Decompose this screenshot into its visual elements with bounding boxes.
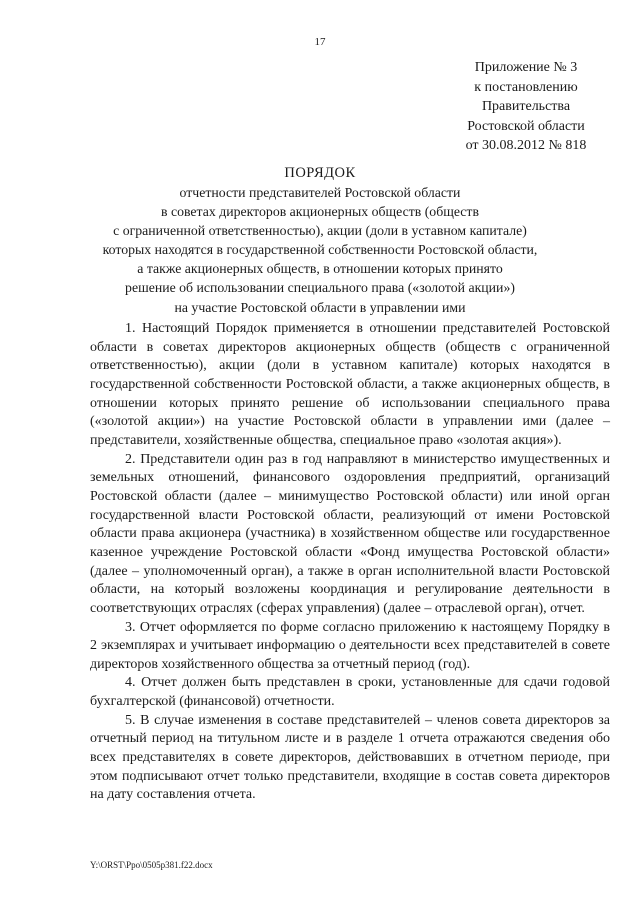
- document-title-block: [90, 163, 550, 317]
- document-body: [90, 320, 610, 805]
- appendix-line: от 30.08.2012 № 818: [465, 138, 587, 154]
- appendix-block: [440, 58, 612, 156]
- document-subtitle-line: которых находятся в государственной собственности Ростовской области,: [102, 242, 538, 258]
- document-subtitle-line: с ограниченной ответственностью), акции (доли в уставном капитале): [113, 223, 527, 239]
- document-title: ПОРЯДОК: [284, 165, 356, 181]
- paragraph-4: 4. Отчет должен быть представлен в сроки, установленные для сдачи годовой бухгалтерской (финансовой) отчетности.: [90, 675, 610, 710]
- appendix-line: Правительства: [481, 99, 571, 115]
- document-subtitle-line: в советах директоров акционерных обществ (обществ: [161, 204, 479, 220]
- document-subtitle-line: отчетности представителей Ростовской области: [179, 185, 461, 200]
- document-subtitle-line: решение об использовании специального права («золотой акции»): [125, 280, 515, 296]
- paragraph-1: 1. Настоящий Порядок применяется в отношении представителей Ростовской области в советах директоров акционерных обществ (обществ с ограниченной ответственностью), акции (доли в уставном капитале) которых находятся в государственной собственности Ростовской области, а также акционерных обществ, в отношении которых принято решение об использовании специального права («золотой акции») на участие Ростовской области в управлении ими (далее – представители, хозяйственные общества, специальное право «золотая акция»).: [90, 321, 610, 448]
- document-subtitle-line: на участие Ростовской области в управлении ими: [174, 299, 466, 315]
- appendix-line: Приложение № 3: [474, 60, 578, 75]
- paragraph-2: 2. Представители один раз в год направляют в министерство имущественных и земельных отношений, финансового оздоровления предприятий, организаций Ростовской области (далее – минимущество Ростовской области) или иной орган государственной власти Ростовской области, реализующий от имени Ростовской области права акционера (участника) в хозяйственном обществе или государственное казенное учреждение Ростовской области «Фонд имущества Ростовской области» (далее – уполномоченный орган), а также в орган исполнительной власти Ростовской области, на который возложены координация и регулирование деятельности в соответствующих отраслях (сферах управления) (далее – отраслевой орган), отчет.: [90, 451, 610, 616]
- footer-file-path: Y:\ORST\Ppo\0505p381.f22.docx: [90, 860, 213, 870]
- page-number: 17: [314, 36, 326, 48]
- appendix-line: Ростовской области: [467, 118, 585, 134]
- paragraph-5: 5. В случае изменения в составе представителей – членов совета директоров за отчетный период на титульном листе и в разделе 1 отчета отражаются сведения обо всех представителях в совете директоров, действовавших в отчетном периоде, при этом подписывают отчет только представители, входящие в состав совета директоров на дату составления отчета.: [90, 712, 610, 803]
- appendix-line: к постановлению: [474, 79, 578, 95]
- document-subtitle-line: а также акционерных обществ, в отношении которых принято: [137, 261, 503, 277]
- paragraph-3: 3. Отчет оформляется по форме согласно приложению к настоящему Порядку в 2 экземплярах и учитывает информацию о деятельности всех представителей в совете директоров хозяйственного общества за отчетный период (год).: [90, 619, 610, 672]
